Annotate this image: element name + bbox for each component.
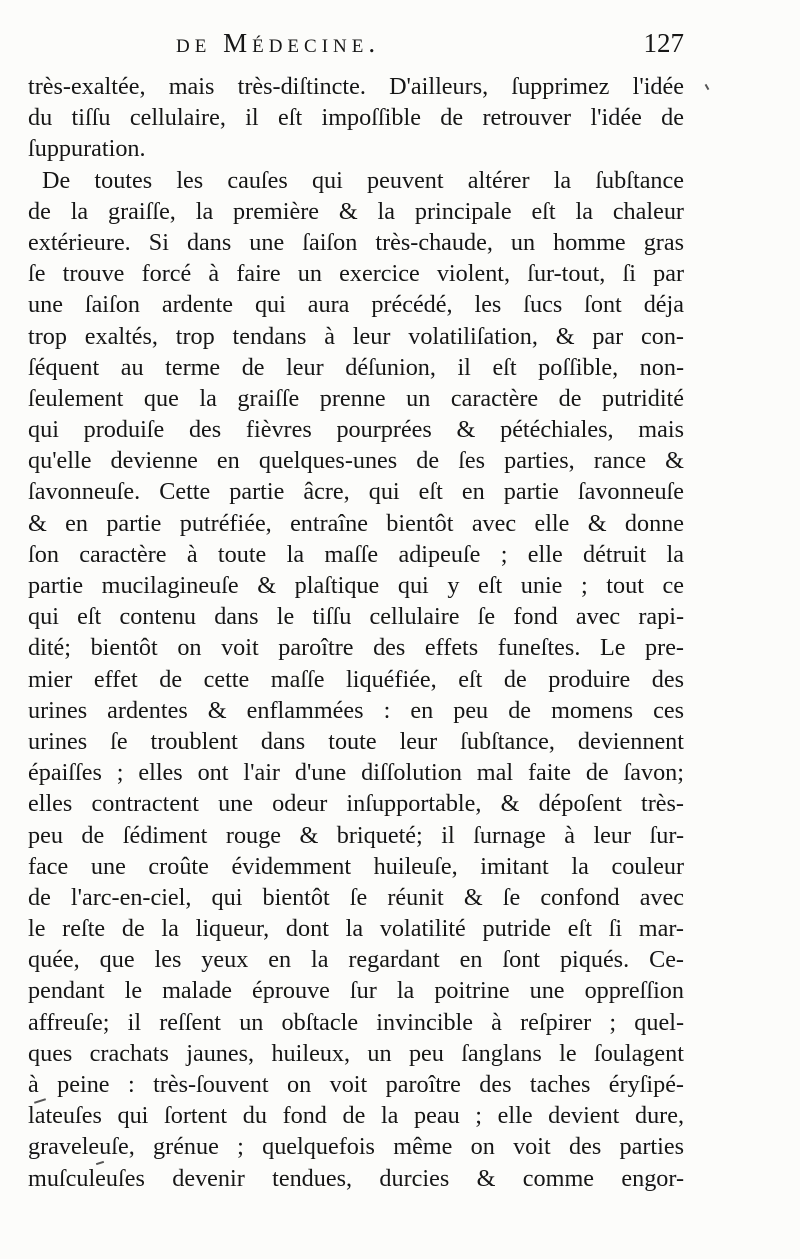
text-line: graveleuſe, grénue ; quelquefois même on voit des parties — [28, 1133, 684, 1161]
text-line: de l'arc-en-ciel, qui bientôt ſe réunit & ſe confond avec — [28, 883, 684, 911]
text-line: ques crachats jaunes, huileux, un peu ſanglans le ſoulagent — [28, 1039, 684, 1067]
text-line: face une croûte évidemment huileuſe, imitant la couleur — [28, 852, 684, 880]
text-line: lateuſes qui ſortent du fond de la peau ; elle devient dure, — [28, 1102, 684, 1130]
text-line: partie mucilagineuſe & plaſtique qui y eſt unie ; tout ce — [28, 572, 684, 599]
text-line: ſeulement que la graiſſe prenne un caractère de putridité — [28, 384, 684, 412]
text-line: elles contractent une odeur inſupportable, & dépoſent très- — [28, 790, 684, 818]
text-line: qu'elle devienne en quelques-unes de ſes parties, rance & — [28, 447, 684, 475]
text-line: épaiſſes ; elles ont l'air d'une diſſolution mal faite de ſavon; — [28, 759, 684, 787]
text-line: qui produiſe des fièvres pourprées & pétéchiales, mais — [28, 416, 684, 444]
text-line: à peine : très-ſouvent on voit paroître des taches éryſipé- — [28, 1071, 684, 1098]
text-line: mier effet de cette maſſe liquéfiée, eſt de produire des — [28, 665, 684, 693]
body-text — [28, 71, 684, 1194]
ink-mark — [705, 84, 710, 90]
text-line: le reſte de la liqueur, dont la volatilité putride eſt ſi mar- — [28, 915, 684, 943]
text-line: qui eſt contenu dans le tiſſu cellulaire ſe fond avec rapi- — [28, 603, 684, 631]
text-line: trop exaltés, trop tendans à leur volatiliſation, & par con- — [28, 322, 684, 350]
text-line: & en partie putréfiée, entraîne bientôt avec elle & donne — [28, 509, 684, 537]
text-line: ſuppuration. — [28, 135, 146, 163]
text-line: ſon caractère à toute la maſſe adipeuſe ; elle détruit la — [28, 540, 684, 568]
text-line: extérieure. Si dans une ſaiſon très-chaude, un homme gras — [28, 228, 684, 256]
text-line: urines ardentes & enflammées : en peu de momens ces — [28, 696, 684, 724]
text-line: ſéquent au terme de leur déſunion, il eſt poſſible, non- — [28, 353, 684, 381]
text-line: du tiſſu cellulaire, il eſt impoſſible de retrouver l'idée de — [28, 104, 684, 132]
text-line: urines ſe troublent dans toute leur ſubſtance, deviennent — [28, 727, 684, 755]
text-line: une ſaiſon ardente qui aura précédé, les ſucs ſont déja — [28, 291, 684, 319]
text-line: pendant le malade éprouve ſur la poitrine une oppreſſion — [28, 977, 684, 1005]
text-line: peu de ſédiment rouge & briqueté; il ſurnage à leur ſur- — [28, 821, 684, 849]
page-header — [28, 28, 684, 68]
text-line: quée, que les yeux en la regardant en ſont piqués. Ce- — [28, 946, 684, 974]
text-line: de la graiſſe, la première & la principale eſt la chaleur — [28, 197, 684, 225]
text-line: affreuſe; il reſſent un obſtacle invincible à reſpirer ; quel- — [28, 1008, 684, 1036]
text-line: ſavonneuſe. Cette partie âcre, qui eſt en partie ſavonneuſe — [28, 478, 684, 506]
running-head: de Médecine. — [176, 28, 381, 58]
text-line: dité; bientôt on voit paroître des effets funeſtes. Le pre- — [28, 634, 684, 662]
text-line: muſculeuſes devenir tendues, durcies & comme engor- — [28, 1164, 684, 1192]
text-line: très-exaltée, mais très-diſtincte. D'ailleurs, ſupprimez l'idée — [28, 73, 684, 100]
page-number: 127 — [643, 28, 684, 58]
text-line: ſe trouve forcé à faire un exercice violent, ſur-tout, ſi par — [28, 260, 684, 288]
text-line: De toutes les cauſes qui peuvent altérer la ſubſtance — [42, 166, 684, 194]
